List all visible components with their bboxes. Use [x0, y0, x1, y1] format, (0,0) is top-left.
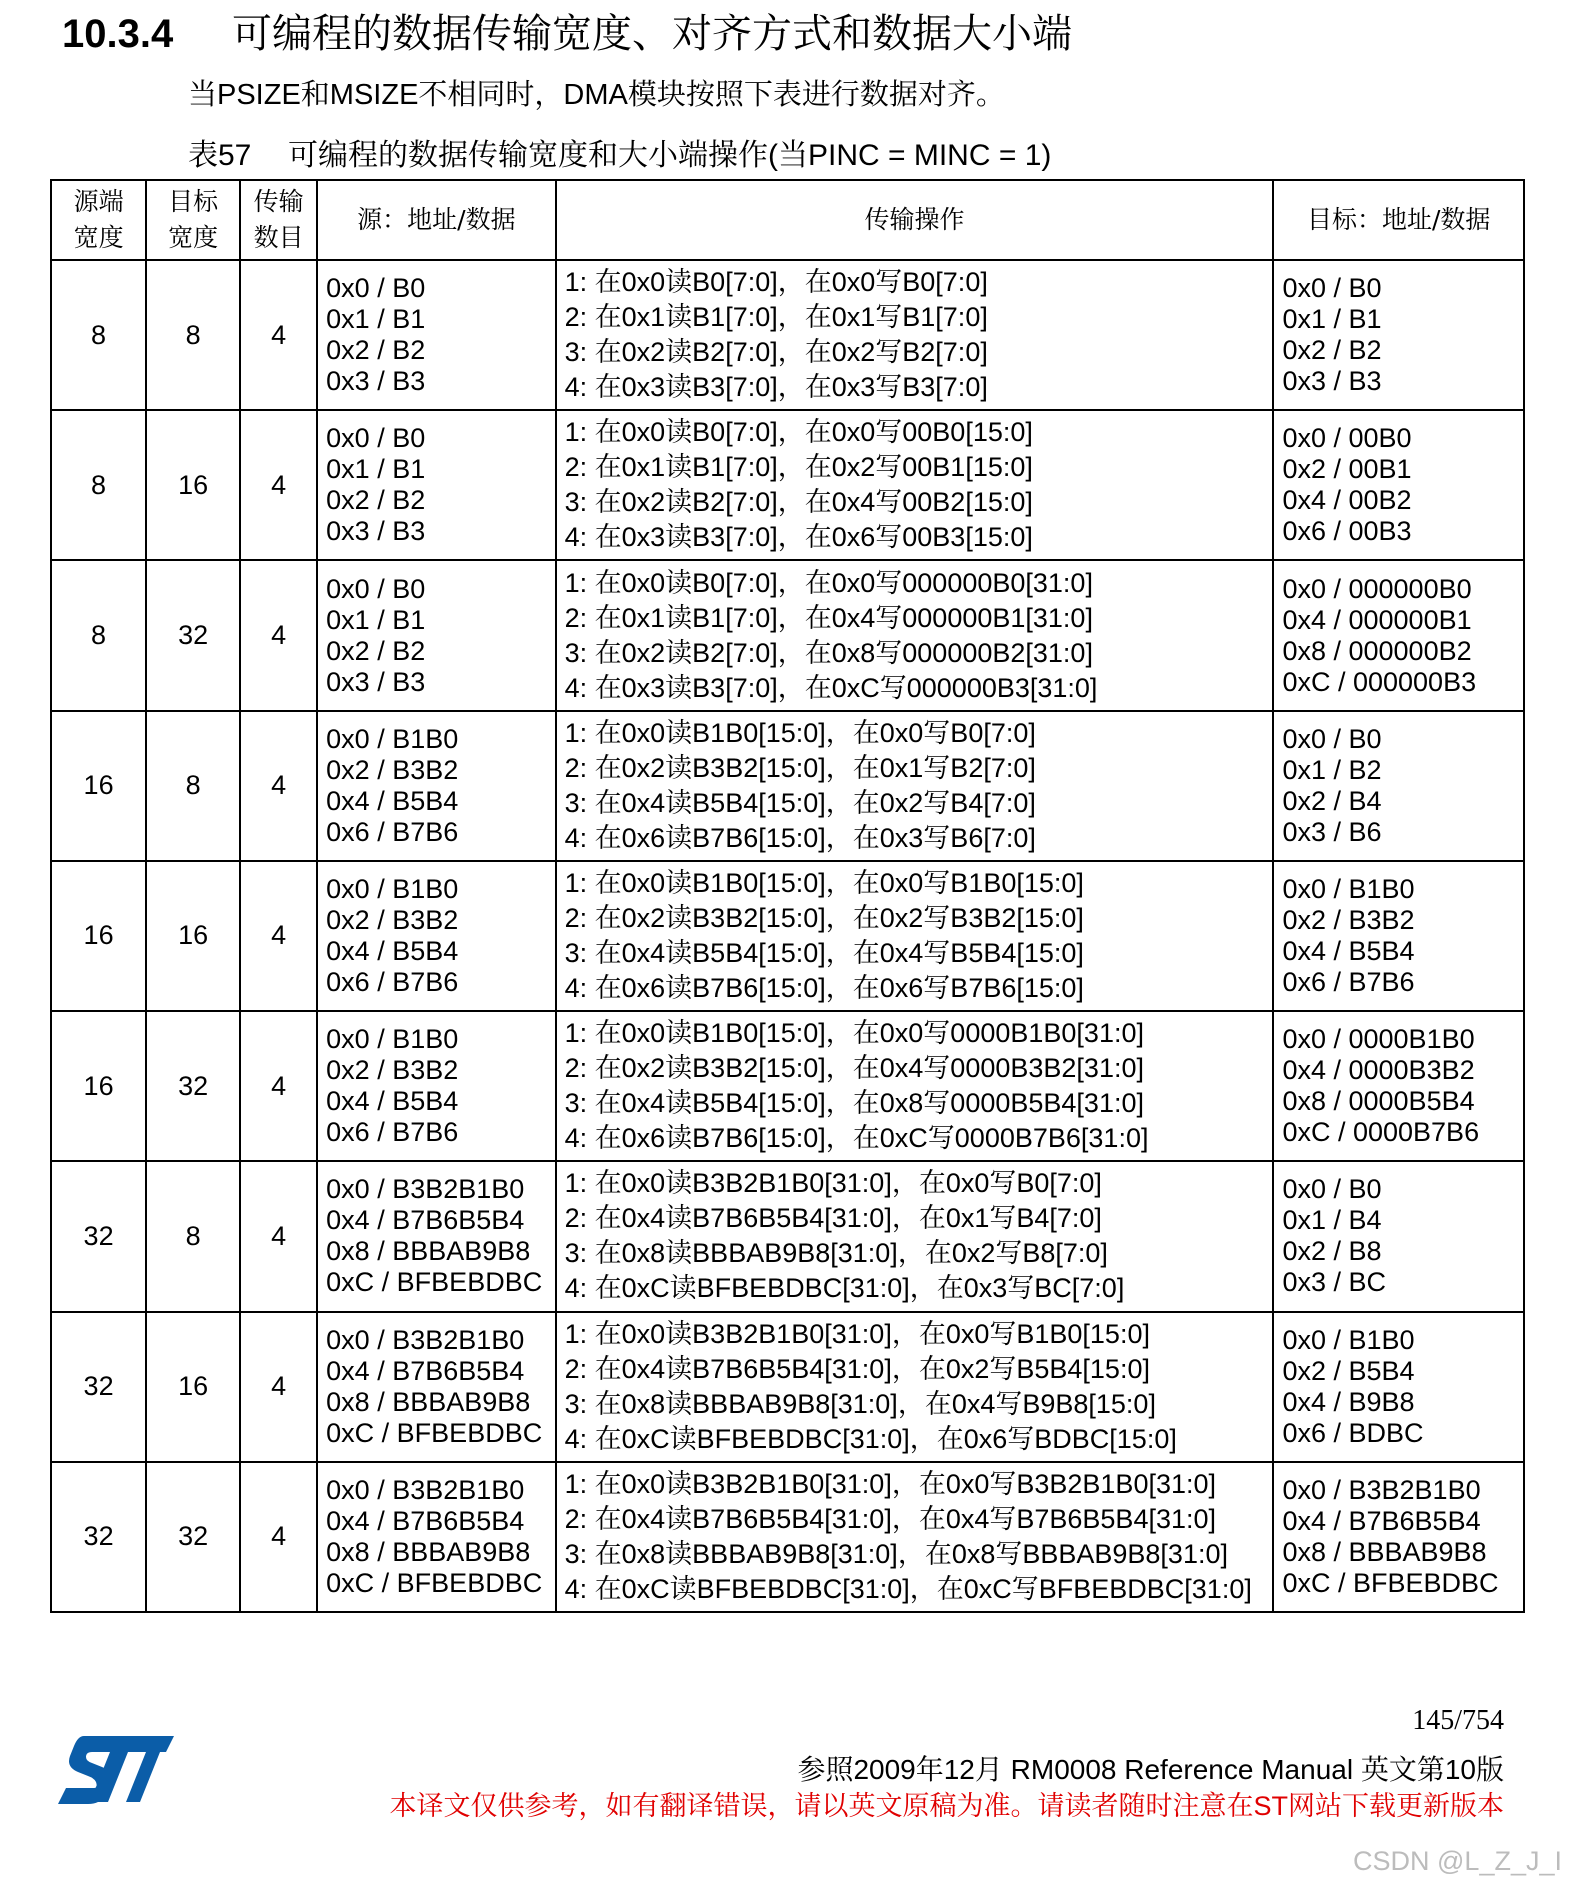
ops-line: 2: 在0x2读B3B2[15:0]，在0x4写0000B3B2[31:0] [564, 1053, 1144, 1084]
dst-line: 0x3 / B3 [1282, 366, 1382, 397]
cell-dst-width: 16 [146, 1312, 240, 1462]
ops-line: 1: 在0x0读B3B2B1B0[31:0]，在0x0写B3B2B1B0[31:0] [564, 1468, 1217, 1499]
ops-line: 3: 在0x2读B2[7:0]，在0x8写000000B2[31:0] [564, 637, 1093, 668]
ops-line: 3: 在0x4读B5B4[15:0]，在0x2写B4[7:0] [564, 787, 1036, 818]
ops-line: 4: 在0x6读B7B6[15:0]，在0xC写0000B7B6[31:0] [564, 1123, 1149, 1154]
table-number: 表57 [188, 139, 252, 172]
cell-dst-width: 32 [146, 1462, 240, 1612]
cell-dst [1273, 560, 1524, 710]
dst-line: 0x8 / 000000B2 [1282, 635, 1472, 666]
src-line: 0x0 / B0 [326, 573, 426, 604]
data-alignment-table [50, 179, 1525, 1613]
src-line: 0x0 / B3B2B1B0 [326, 1474, 525, 1505]
ops-line: 1: 在0x0读B0[7:0]，在0x0写00B0[15:0] [564, 417, 1033, 448]
table-header-row [51, 180, 1524, 260]
ops-line: 3: 在0x2读B2[7:0]，在0x2写B2[7:0] [564, 337, 988, 368]
cell-dst [1273, 260, 1524, 410]
ops-line: 3: 在0x2读B2[7:0]，在0x4写00B2[15:0] [564, 487, 1033, 518]
dst-line: 0x3 / B6 [1282, 816, 1382, 847]
cell-dst [1273, 861, 1524, 1011]
src-line: 0x6 / B7B6 [326, 966, 459, 997]
cell-src [317, 1161, 555, 1311]
src-line: 0x2 / B2 [326, 335, 426, 366]
src-line: 0x2 / B3B2 [326, 754, 459, 785]
cell-dst-width: 32 [146, 560, 240, 710]
cell-src [317, 1011, 555, 1161]
cell-count: 4 [240, 560, 317, 710]
dst-line: 0x2 / B3B2 [1282, 904, 1415, 935]
src-line: 0x2 / B2 [326, 635, 426, 666]
intro-paragraph: 当PSIZE和MSIZE不相同时，DMA模块按照下表进行数据对齐。 [188, 79, 1005, 111]
ops-line: 2: 在0x1读B1[7:0]，在0x4写000000B1[31:0] [564, 602, 1093, 633]
cell-dst [1273, 1161, 1524, 1311]
dst-line: 0x2 / B2 [1282, 335, 1382, 366]
cell-src-width: 32 [51, 1312, 146, 1462]
src-line: 0x0 / B1B0 [326, 723, 459, 754]
table-caption [188, 130, 1051, 174]
cell-dst-width: 16 [146, 410, 240, 560]
dst-line: 0x2 / B5B4 [1282, 1355, 1415, 1386]
table-row [51, 1312, 1524, 1462]
cell-count: 4 [240, 260, 317, 410]
dst-line: 0x0 / B1B0 [1282, 873, 1415, 904]
table-row [51, 410, 1524, 560]
ops-line: 3: 在0x4读B5B4[15:0]，在0x8写0000B5B4[31:0] [564, 1088, 1144, 1119]
ops-line: 2: 在0x4读B7B6B5B4[31:0]，在0x2写B5B4[15:0] [564, 1353, 1150, 1384]
cell-count: 4 [240, 1462, 317, 1612]
cell-src-width: 16 [51, 1011, 146, 1161]
cell-count: 4 [240, 711, 317, 861]
dst-line: 0x4 / B7B6B5B4 [1282, 1505, 1481, 1536]
dst-line: 0x0 / 000000B0 [1282, 573, 1472, 604]
src-line: 0x4 / B5B4 [326, 935, 459, 966]
cell-src-width: 32 [51, 1161, 146, 1311]
dst-line: 0xC / 0000B7B6 [1282, 1117, 1480, 1148]
src-line: 0x8 / BBBAB9B8 [326, 1536, 531, 1567]
page-number: 145/754 [1412, 1705, 1504, 1736]
src-line: 0x3 / B3 [326, 516, 426, 547]
src-line: 0x1 / B1 [326, 454, 426, 485]
cell-ops [556, 410, 1274, 560]
section-number: 10.3.4 [62, 12, 174, 56]
ops-line: 1: 在0x0读B3B2B1B0[31:0]，在0x0写B0[7:0] [564, 1168, 1102, 1199]
src-line: 0x4 / B7B6B5B4 [326, 1505, 525, 1536]
cell-ops [556, 1161, 1274, 1311]
src-line: 0x0 / B0 [326, 273, 426, 304]
table-row [51, 711, 1524, 861]
cell-ops [556, 1011, 1274, 1161]
src-line: 0x0 / B1B0 [326, 1024, 459, 1055]
ops-line: 1: 在0x0读B0[7:0]，在0x0写B0[7:0] [564, 267, 988, 298]
cell-dst-width: 8 [146, 711, 240, 861]
ops-line: 2: 在0x2读B3B2[15:0]，在0x2写B3B2[15:0] [564, 902, 1084, 933]
ops-line: 3: 在0x4读B5B4[15:0]，在0x4写B5B4[15:0] [564, 937, 1084, 968]
cell-ops [556, 560, 1274, 710]
ops-line: 1: 在0x0读B1B0[15:0]，在0x0写B1B0[15:0] [564, 867, 1084, 898]
table-row [51, 260, 1524, 410]
table-title: 可编程的数据传输宽度和大小端操作(当PINC = MINC = 1) [288, 139, 1052, 172]
dst-line: 0x2 / B8 [1282, 1236, 1382, 1267]
ops-line: 1: 在0x0读B1B0[15:0]，在0x0写B0[7:0] [564, 717, 1036, 748]
section-title: 可编程的数据传输宽度、对齐方式和数据大小端 [232, 12, 1072, 56]
cell-src-width: 8 [51, 410, 146, 560]
cell-dst [1273, 1462, 1524, 1612]
src-line: 0x4 / B7B6B5B4 [326, 1205, 525, 1236]
dst-line: 0x0 / B1B0 [1282, 1324, 1415, 1355]
cell-count: 4 [240, 1312, 317, 1462]
table-row [51, 861, 1524, 1011]
cell-ops [556, 711, 1274, 861]
cell-src-width: 16 [51, 861, 146, 1011]
cell-count: 4 [240, 1011, 317, 1161]
dst-line: 0x0 / 00B0 [1282, 423, 1412, 454]
dst-line: 0x4 / B5B4 [1282, 935, 1415, 966]
src-line: 0xC / BFBEBDBC [326, 1267, 543, 1298]
cell-src-width: 8 [51, 260, 146, 410]
translation-notice: 本译文仅供参考，如有翻译错误，请以英文原稿为准。请读者随时注意在ST网站下载更新版本 [389, 1791, 1504, 1821]
dst-line: 0x0 / B0 [1282, 723, 1382, 754]
src-line: 0x6 / B7B6 [326, 1117, 459, 1148]
src-line: 0x4 / B5B4 [326, 785, 459, 816]
ops-line: 4: 在0x3读B3[7:0]，在0xC写000000B3[31:0] [564, 672, 1098, 703]
ops-line: 1: 在0x0读B1B0[15:0]，在0x0写0000B1B0[31:0] [564, 1018, 1144, 1049]
cell-src [317, 560, 555, 710]
src-line: 0x0 / B3B2B1B0 [326, 1324, 525, 1355]
src-line: 0x8 / BBBAB9B8 [326, 1386, 531, 1417]
dst-line: 0x4 / 000000B1 [1282, 604, 1472, 635]
cell-src [317, 260, 555, 410]
src-line: 0x3 / B3 [326, 666, 426, 697]
dst-line: 0x3 / BC [1282, 1267, 1386, 1298]
cell-ops [556, 260, 1274, 410]
ops-line: 2: 在0x2读B3B2[15:0]，在0x1写B2[7:0] [564, 752, 1036, 783]
cell-ops [556, 1462, 1274, 1612]
header-count: 传输数目 [240, 180, 317, 260]
dst-line: 0x8 / 0000B5B4 [1282, 1086, 1475, 1117]
header-dst-width: 目标宽度 [146, 180, 240, 260]
dst-line: 0x6 / B7B6 [1282, 966, 1415, 997]
ops-line: 1: 在0x0读B3B2B1B0[31:0]，在0x0写B1B0[15:0] [564, 1318, 1150, 1349]
dst-line: 0xC / BFBEBDBC [1282, 1567, 1499, 1598]
cell-count: 4 [240, 410, 317, 560]
cell-dst-width: 32 [146, 1011, 240, 1161]
dst-line: 0x4 / B9B8 [1282, 1386, 1415, 1417]
dst-line: 0x6 / 00B3 [1282, 516, 1412, 547]
src-line: 0x6 / B7B6 [326, 816, 459, 847]
cell-src-width: 32 [51, 1462, 146, 1612]
header-src-addr: 源：地址/数据 [317, 180, 555, 260]
reference-note: 参照2009年12月 RM0008 Reference Manual 英文第10版 [797, 1754, 1504, 1785]
src-line: 0x4 / B7B6B5B4 [326, 1355, 525, 1386]
cell-count: 4 [240, 861, 317, 1011]
dst-line: 0x0 / B0 [1282, 1174, 1382, 1205]
dst-line: 0x2 / 00B1 [1282, 454, 1412, 485]
cell-dst [1273, 410, 1524, 560]
cell-dst [1273, 711, 1524, 861]
src-line: 0x2 / B3B2 [326, 904, 459, 935]
cell-count: 4 [240, 1161, 317, 1311]
ops-line: 3: 在0x8读BBBAB9B8[31:0]，在0x2写B8[7:0] [564, 1238, 1108, 1269]
src-line: 0x4 / B5B4 [326, 1086, 459, 1117]
dst-line: 0x1 / B1 [1282, 304, 1382, 335]
table-row [51, 1161, 1524, 1311]
src-line: 0x0 / B0 [326, 423, 426, 454]
cell-src-width: 8 [51, 560, 146, 710]
ops-line: 4: 在0xC读BFBEBDBC[31:0]，在0x6写BDBC[15:0] [564, 1423, 1177, 1454]
ops-line: 3: 在0x8读BBBAB9B8[31:0]，在0x4写B9B8[15:0] [564, 1388, 1156, 1419]
header-operation: 传输操作 [556, 180, 1274, 260]
ops-line: 4: 在0xC读BFBEBDBC[31:0]，在0x3写BC[7:0] [564, 1273, 1125, 1304]
src-line: 0xC / BFBEBDBC [326, 1567, 543, 1598]
cell-src [317, 711, 555, 861]
src-line: 0x3 / B3 [326, 366, 426, 397]
ops-line: 4: 在0x6读B7B6[15:0]，在0x6写B7B6[15:0] [564, 972, 1084, 1003]
st-logo-icon [56, 1730, 176, 1810]
dst-line: 0xC / 000000B3 [1282, 666, 1477, 697]
cell-dst-width: 16 [146, 861, 240, 1011]
dst-line: 0x0 / B0 [1282, 273, 1382, 304]
cell-dst-width: 8 [146, 260, 240, 410]
dst-line: 0x0 / B3B2B1B0 [1282, 1474, 1481, 1505]
cell-ops [556, 861, 1274, 1011]
cell-dst [1273, 1011, 1524, 1161]
src-line: 0xC / BFBEBDBC [326, 1417, 543, 1448]
dst-line: 0x1 / B2 [1282, 754, 1382, 785]
dst-line: 0x6 / BDBC [1282, 1417, 1424, 1448]
ops-line: 1: 在0x0读B0[7:0]，在0x0写000000B0[31:0] [564, 567, 1093, 598]
table-row [51, 560, 1524, 710]
table-row [51, 1462, 1524, 1612]
section-heading [62, 2, 1072, 59]
dst-line: 0x8 / BBBAB9B8 [1282, 1536, 1487, 1567]
header-dst-addr: 目标：地址/数据 [1273, 180, 1524, 260]
dst-line: 0x2 / B4 [1282, 785, 1382, 816]
ops-line: 2: 在0x4读B7B6B5B4[31:0]，在0x1写B4[7:0] [564, 1203, 1102, 1234]
src-line: 0x2 / B3B2 [326, 1055, 459, 1086]
ops-line: 2: 在0x1读B1[7:0]，在0x1写B1[7:0] [564, 302, 988, 333]
cell-dst-width: 8 [146, 1161, 240, 1311]
cell-src [317, 1312, 555, 1462]
ops-line: 4: 在0x3读B3[7:0]，在0x6写00B3[15:0] [564, 522, 1033, 553]
src-line: 0x0 / B1B0 [326, 873, 459, 904]
ops-line: 2: 在0x4读B7B6B5B4[31:0]，在0x4写B7B6B5B4[31:0] [564, 1503, 1217, 1534]
ops-line: 3: 在0x8读BBBAB9B8[31:0]，在0x8写BBBAB9B8[31:0] [564, 1538, 1228, 1569]
dst-line: 0x4 / 00B2 [1282, 485, 1412, 516]
dst-line: 0x1 / B4 [1282, 1205, 1382, 1236]
cell-dst [1273, 1312, 1524, 1462]
ops-line: 2: 在0x1读B1[7:0]，在0x2写00B1[15:0] [564, 452, 1033, 483]
cell-ops [556, 1312, 1274, 1462]
header-src-width: 源端宽度 [51, 180, 146, 260]
ops-line: 4: 在0x6读B7B6[15:0]，在0x3写B6[7:0] [564, 822, 1036, 853]
src-line: 0x1 / B1 [326, 604, 426, 635]
dst-line: 0x4 / 0000B3B2 [1282, 1055, 1475, 1086]
dst-line: 0x0 / 0000B1B0 [1282, 1024, 1475, 1055]
cell-src [317, 1462, 555, 1612]
src-line: 0x8 / BBBAB9B8 [326, 1236, 531, 1267]
cell-src-width: 16 [51, 711, 146, 861]
ops-line: 4: 在0x3读B3[7:0]，在0x3写B3[7:0] [564, 372, 988, 403]
cell-src [317, 410, 555, 560]
table-row [51, 1011, 1524, 1161]
src-line: 0x0 / B3B2B1B0 [326, 1174, 525, 1205]
cell-src [317, 861, 555, 1011]
src-line: 0x1 / B1 [326, 304, 426, 335]
ops-line: 4: 在0xC读BFBEBDBC[31:0]，在0xC写BFBEBDBC[31:0] [564, 1573, 1252, 1604]
src-line: 0x2 / B2 [326, 485, 426, 516]
watermark: CSDN @L_Z_J_I [1353, 1846, 1562, 1876]
